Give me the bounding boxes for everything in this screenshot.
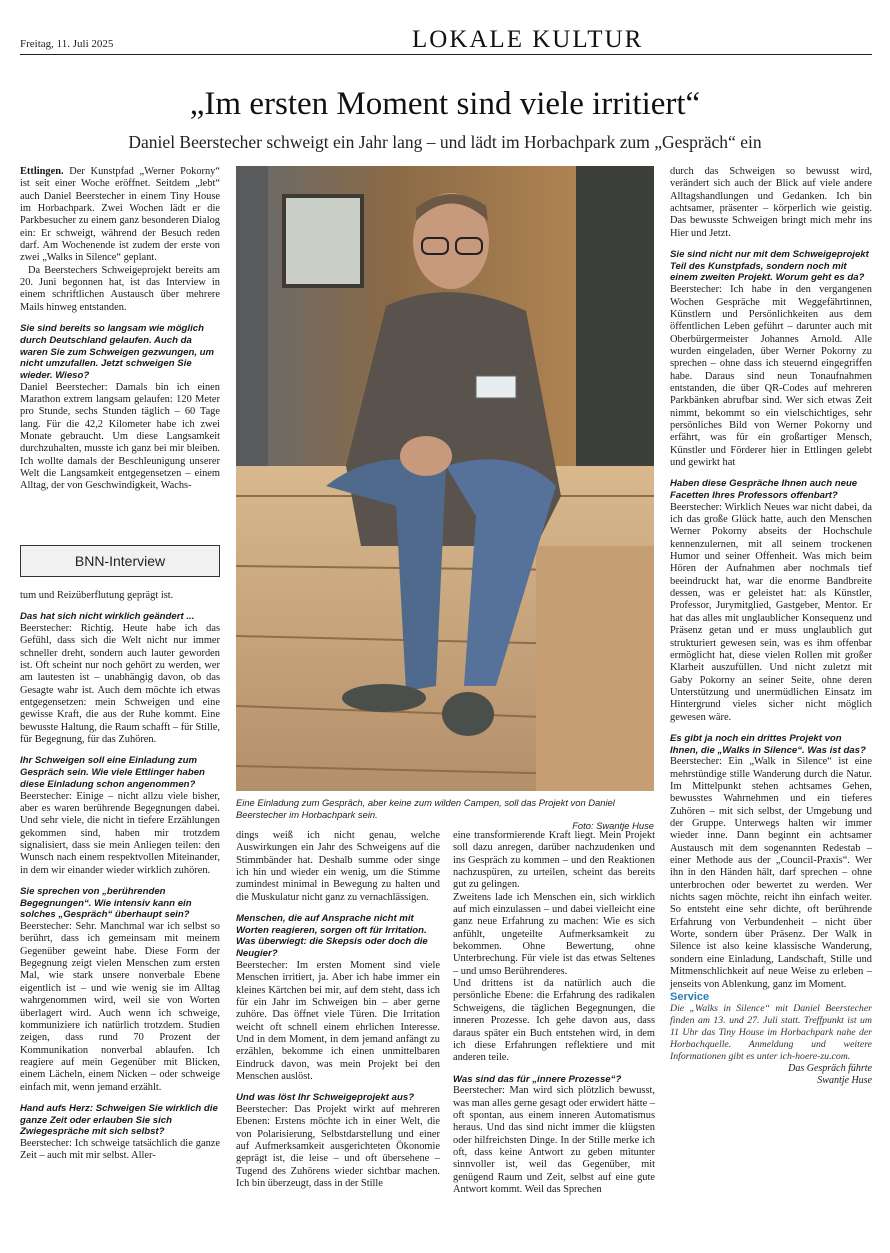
interview-answer: Daniel Beerstecher: Damals bin ich einen Marathon extrem langsam gelaufen: 120 Meter pro Stunde, sechs Stunden täglich – 60 Tage lang. Für die 42,2 Kilometer habe ich zwei Monate gebraucht. Um diese Langsamkeit durchzuhalten, musste ich ganz bei mir bleiben. Ich wollte damals der Beschleunigung unserer Welt die Langsamkeit entgegensetzen – einem Alltag, der von Geschwindigkeit, Wachs- (20, 381, 220, 492)
column-3 (453, 830, 655, 1196)
interview-question: Es gibt ja noch ein drittes Projekt von Ihnen, die „Walks in Silence“. Was ist das? (670, 732, 866, 756)
photo-credit: Foto: Swantje Huse (572, 820, 654, 831)
interview-answer: Beerstecher: Wirklich Neues war nicht dabei, da ich das große Glück hatte, auch den Menschen Werner Pokorny abseits der Hochschule kennenzulernen, mit all seinem trockenen Humor und seiner Offenheit. Was mich beim Hören der Aufnahmen aber nochmals tief beeindruckt hat, war die enorme Bandbreite dessen, was er geleistet hat: als Künstler, Professor, Jurymitglied, Gastgeber, Mentor. Er hat das alles mit unglaublicher Konsequenz und Präsenz getan und er muss unglaublich gut strukturiert gewesen sein, was es ihm offenbar ermöglicht hat, diese vielen Rollen mit großer Klarheit auszufüllen. Und nicht zuletzt mit Gaby Pokorny an seiner Seite, ohne deren Unterstützung und unermüdlichen Einsatz im Hintergrund vieles sicher nicht möglich gewesen wäre. (670, 501, 872, 723)
column-4 (670, 166, 872, 1087)
interview-answer: Beerstecher: Sehr. Manchmal war ich selbst so berührt, dass ich gemeinsam mit meinem Gegenüber geweint habe. Diese Form der Begegnung zeigt vielen Menschen zum ersten Mal, wie stark unsere nonverbale Ebene eigentlich ist – und wie wenig sie im Alltag wahrgenommen wird, weil sie von Worten überlagert wird. Auch wenn ich schweige, kommuniziere ich natürlich trotzdem. Studien zeigen, dass rund 70 Prozent der Kommunikation nonverbal ablaufen. Ich reagiere auf mein Gegenüber mit Blicken, einem Lächeln, einem Nicken – oder schweige einfach mit, wenn jemand erzählt. (20, 921, 220, 1093)
interview-answer: Beerstecher: Ein „Walk in Silence“ ist eine mehrstündige stille Wanderung durch die Natur. Im Mittelpunkt stehen achtsames Gehen, bewusstes Wahrnehmen und ein tieferes Zuhören – mit sich selbst, der Umgebung und der Gruppe. Unterwegs halten wir immer wieder inne. Dann beginnt ein achtsamer Austausch mit dem sogenannten Redestab – einer Methode aus der „Council-Praxis“. Wer ihn in den Händen hält, darf sprechen – ohne unterbrochen oder bewertet zu werden. Wer nichts sagen möchte, reicht ihn einfach weiter. So entsteht eine sehr dichte, oft berührende Erfahrung von Verbundenheit – nicht über Worte, sondern über Präsenz. Der Walk in Silence ist also keine klassische Wanderung, sondern eine Einladung, Landschaft, Stille und Mitmenschlichkeit auf neue Weise zu erleben – jenseits von Ablenkung, ganz im Moment. (670, 756, 872, 990)
interview-answer: Beerstecher: Das Projekt wirkt auf mehreren Ebenen: Erstens möchte ich in einer Welt, die von Polarisierung, Selbstdarstellung und einer auf Aufmerksamkeit ausgerichteten Ökonomie geprägt ist, die leise – und oft übersehene – Tugend des Zuhörens wieder sichtbar machen. Ich bin überzeugt, dass in der Stille (236, 1104, 440, 1190)
interview-answer: Beerstecher: Ich habe in den vergangenen Wochen Gespräche mit Weggefährtinnen, Künstlern und Persönlichkeiten aus dem öffentlichen Leben geführt – darunter auch mit Oberbürgermeister Johannes Arnold. Alle wurden eingeladen, über Werner Pokorny zu sprechen – ohne dass ich steuernd eingegriffen habe. Daraus sind neun Tonaufnahmen entstanden, die über QR-Codes auf mehreren Parkbänken abrufbar sind. Wer sich etwas Zeit nimmt, bekommt so ein vielschichtiges, sehr persönliches Bild von Werner Pokorny und erfährt, was für ein großartiger Mensch, Künstler und Förderer hier in Ettlingen gelebt und gewirkt hat (670, 284, 872, 468)
photo-illustration (236, 166, 654, 791)
interview-question: Sie sprechen von „berührenden Begegnungen“. Wie intensiv kann ein solches „Gespräch“ überhaupt sein? (20, 886, 192, 921)
photo-caption (236, 797, 654, 832)
interview-question: Was sind das für „innere Prozesse“? (453, 1073, 622, 1085)
caption-text: Eine Einladung zum Gespräch, aber keine zum wilden Campen, soll das Projekt von Daniel Beerstecher im Horbachpark sein. (236, 797, 615, 820)
answer-paragraph: Und drittens ist da natürlich auch die persönliche Ebene: die Erfahrung des radikalen Schweigens, die täglichen Begegnungen, die inneren Prozesse. Ich gehe davon aus, dass daraus später ein Buch entstehen wird, in dem ich diese Erfahrungen reflektiere und mit anderen teile. (453, 978, 655, 1064)
interview-label-box (20, 545, 220, 577)
side-bench (536, 546, 654, 791)
intro-paragraph: Ettlingen. Der Kunstpfad „Werner Pokorny“ ist seit einer Woche eröffnet. Seitdem „lebt“ auch Daniel Beerstecher in einem Tiny House im Horbachpark. Zwei Wochen lädt er die Parkbesucher zu einem ganz besonderen Dialog ein: Er schweigt, während der Besuch reden darf. Am Wochenende ist zudem der erste von zwei „Walks in Silence“ geplant. (20, 166, 220, 264)
article-subheadline: Daniel Beerstecher schweigt ein Jahr lang – und lädt im Horbachpark zum „Gespräch“ ein (128, 132, 762, 152)
interview-answer: Beerstecher: Im ersten Moment sind viele Menschen irritiert, ja. Aber ich habe immer ein kleines Kärtchen bei mir, auf dem steht, dass ich für ein Jahr im Schweigen bin – aber gerne zuhöre. Das öffnet viele Türen. Die Irritation weicht oft schnell einem ehrlichen Interesse. Und in dem Moment, in dem jemand anfängt zu erzählen, bekomme ich einen unmittelbaren Eindruck davon, was mein Projekt bei den Menschen auslöst. (236, 959, 440, 1082)
masthead-rule (20, 54, 872, 55)
interview-answer: Beerstecher: Einige – nicht allzu viele bisher, aber es waren berührende Begegnungen dabei. Und sehr viele, die nicht in tiefere Erzählungen gekommen sind, haben mir trotzdem signalisiert, dass sie mein Anliegen teilen: den Wunsch nach einem respektvollen Miteinander, in dem wir einander wieder wirklich zuhören. (20, 790, 220, 876)
interview-label: BNN-Interview (74, 553, 166, 569)
answer-continuation: dings weiß ich nicht genau, welche Auswirkungen ein Jahr des Schweigens auf die Stimmbänder hat. Deshalb summe oder singe ich hin und wieder ein wenig, um die Stimme zumindest minimal in Bewegung zu halten und die Muskulatur nicht ganz zu vernachlässigen. (236, 830, 440, 903)
signature-line-2: Swantje Huse (817, 1075, 872, 1087)
author-signature (670, 1063, 872, 1087)
answer-continuation: tum und Reizüberflutung geprägt ist. (20, 590, 174, 601)
answer-paragraph: Zweitens lade ich Menschen ein, sich wirklich auf mich einzulassen – und dabei vielleicht eine ganz neue Erfahrung zu machen: Wie es sich anfühlt, ungeteilte Aufmerksamkeit zu bekommen. Ohne Bewertung, ohne Unterbrechung. Für viele ist das etwas Seltenes – und umso Berührenderes. (453, 891, 655, 977)
dateline: Ettlingen. (20, 166, 64, 177)
curtain (236, 166, 268, 496)
window (284, 196, 362, 286)
article-headline: „Im ersten Moment sind viele irritiert“ (189, 86, 701, 122)
column-2 (236, 830, 440, 1190)
interview-question: Sie sind nicht nur mit dem Schweigeprojekt Teil des Kunstpfads, sondern noch mit einem zweiten Projekt. Worum geht es da? (670, 249, 869, 284)
answer-continuation: durch das Schweigen so bewusst wird, verändert sich auch der Blick auf viele andere Alltagshandlungen und Gedanken. Ich bin achtsamer, präsenter – körperlich wie geistig. Das bewusste Schweigen bringt mich mehr ins Hier und Jetzt. (670, 166, 872, 239)
column-1-continued (20, 590, 220, 1163)
column-1 (20, 166, 220, 493)
issue-date: Freitag, 11. Juli 2025 (20, 38, 114, 50)
article-photo (236, 166, 654, 791)
shoe-right (442, 692, 494, 736)
section-title: LOKALE KULTUR (412, 26, 644, 53)
signature-line-1: Das Gespräch führte (788, 1063, 872, 1075)
interview-question: Hand aufs Herz: Schweigen Sie wirklich die ganze Zeit oder erlauben Sie sich Zwiegespräche mit sich selbst? (20, 1102, 218, 1138)
shoe-left (342, 684, 426, 712)
answer-continuation: eine transformierende Kraft liegt. Mein Projekt soll dazu anregen, darüber nachzudenken und ins Gespräch zu kommen – und den Reaktionen nachzuspüren, zu urteilen, scheint das bereits gut zu gelingen. (453, 830, 655, 891)
person-hands (400, 436, 452, 476)
name-badge (476, 376, 516, 398)
interview-answer: Beerstecher: Man wird sich plötzlich bewusst, was man alles gerne gesagt oder erwidert hätte – oft spontan, aus einem inneren Automatismus heraus. Und das sind nicht immer die klügsten oder hilfreichsten Dinge. In der Stille merke ich oft, dass keine Antwort zu geben mitunter sinnvoller ist, weil das Gegenüber, mit genügend Raum und Zeit, selbst auf eine gute Antwort kommt. Weil das Sprechen (453, 1085, 655, 1195)
door-frame (576, 166, 654, 486)
service-heading: Service (670, 990, 710, 1003)
interview-question: Sie sind bereits so langsam wie möglich durch Deutschland gelaufen. Auch da waren Sie zum Schweigen gezwungen, um nicht umzufallen. Jetzt schweigen Sie wieder. Wieso? (20, 323, 215, 381)
interview-question: Ihr Schweigen soll eine Einladung zum Gespräch sein. Wie viele Ettlinger haben diese Einladung schon angenommen? (20, 755, 205, 790)
interview-question: Das hat sich nicht wirklich geändert ... (20, 611, 195, 623)
interview-answer: Beerstecher: Ich schweige tatsächlich die ganze Zeit – auch mit mir selbst. Aller- (20, 1138, 220, 1162)
interview-question: Haben diese Gespräche Ihnen auch neue Facetten Ihres Professors offenbart? (670, 478, 858, 502)
interview-answer: Beerstecher: Richtig. Heute habe ich das Gefühl, dass sich die Welt nicht nur immer schneller dreht, sondern auch lauter geworden ist. Oft scheint nur noch gehört zu werden, wer am lautesten ist – unabhängig davon, ob das Gesagte wahr ist. Auch dem möchte ich etwas entgegensetzen: mein Schweigen und eine gewisse Kraft, die aus der Ruhe kommt. Eine bewusste Haltung, die Raum schafft – für Stille, für Begegnung, für das Zuhören. (20, 623, 220, 746)
interview-question: Menschen, die auf Ansprache nicht mit Worten reagieren, sorgen oft für Irritation. Was überwiegt: die Skepsis oder doch die Neugier? (236, 913, 428, 960)
interview-question: Und was löst Ihr Schweigeprojekt aus? (236, 1092, 415, 1104)
intro-paragraph-2: Da Beerstechers Schweigeprojekt bereits am 20. Juni begonnen hat, ist das Interview in einem schriftlichen Austausch über mehrere Mails hinweg entstanden. (20, 264, 220, 313)
service-text: Die „Walks in Silence“ mit Daniel Beerstecher finden am 13. und 27. Juli statt. Treffpunkt ist um 11 Uhr das Tiny House im Horbachpark nahe der Horbachquelle. Anmeldung und weitere Informationen gibt es unter ich-hoere-zu.com. (670, 1003, 872, 1063)
